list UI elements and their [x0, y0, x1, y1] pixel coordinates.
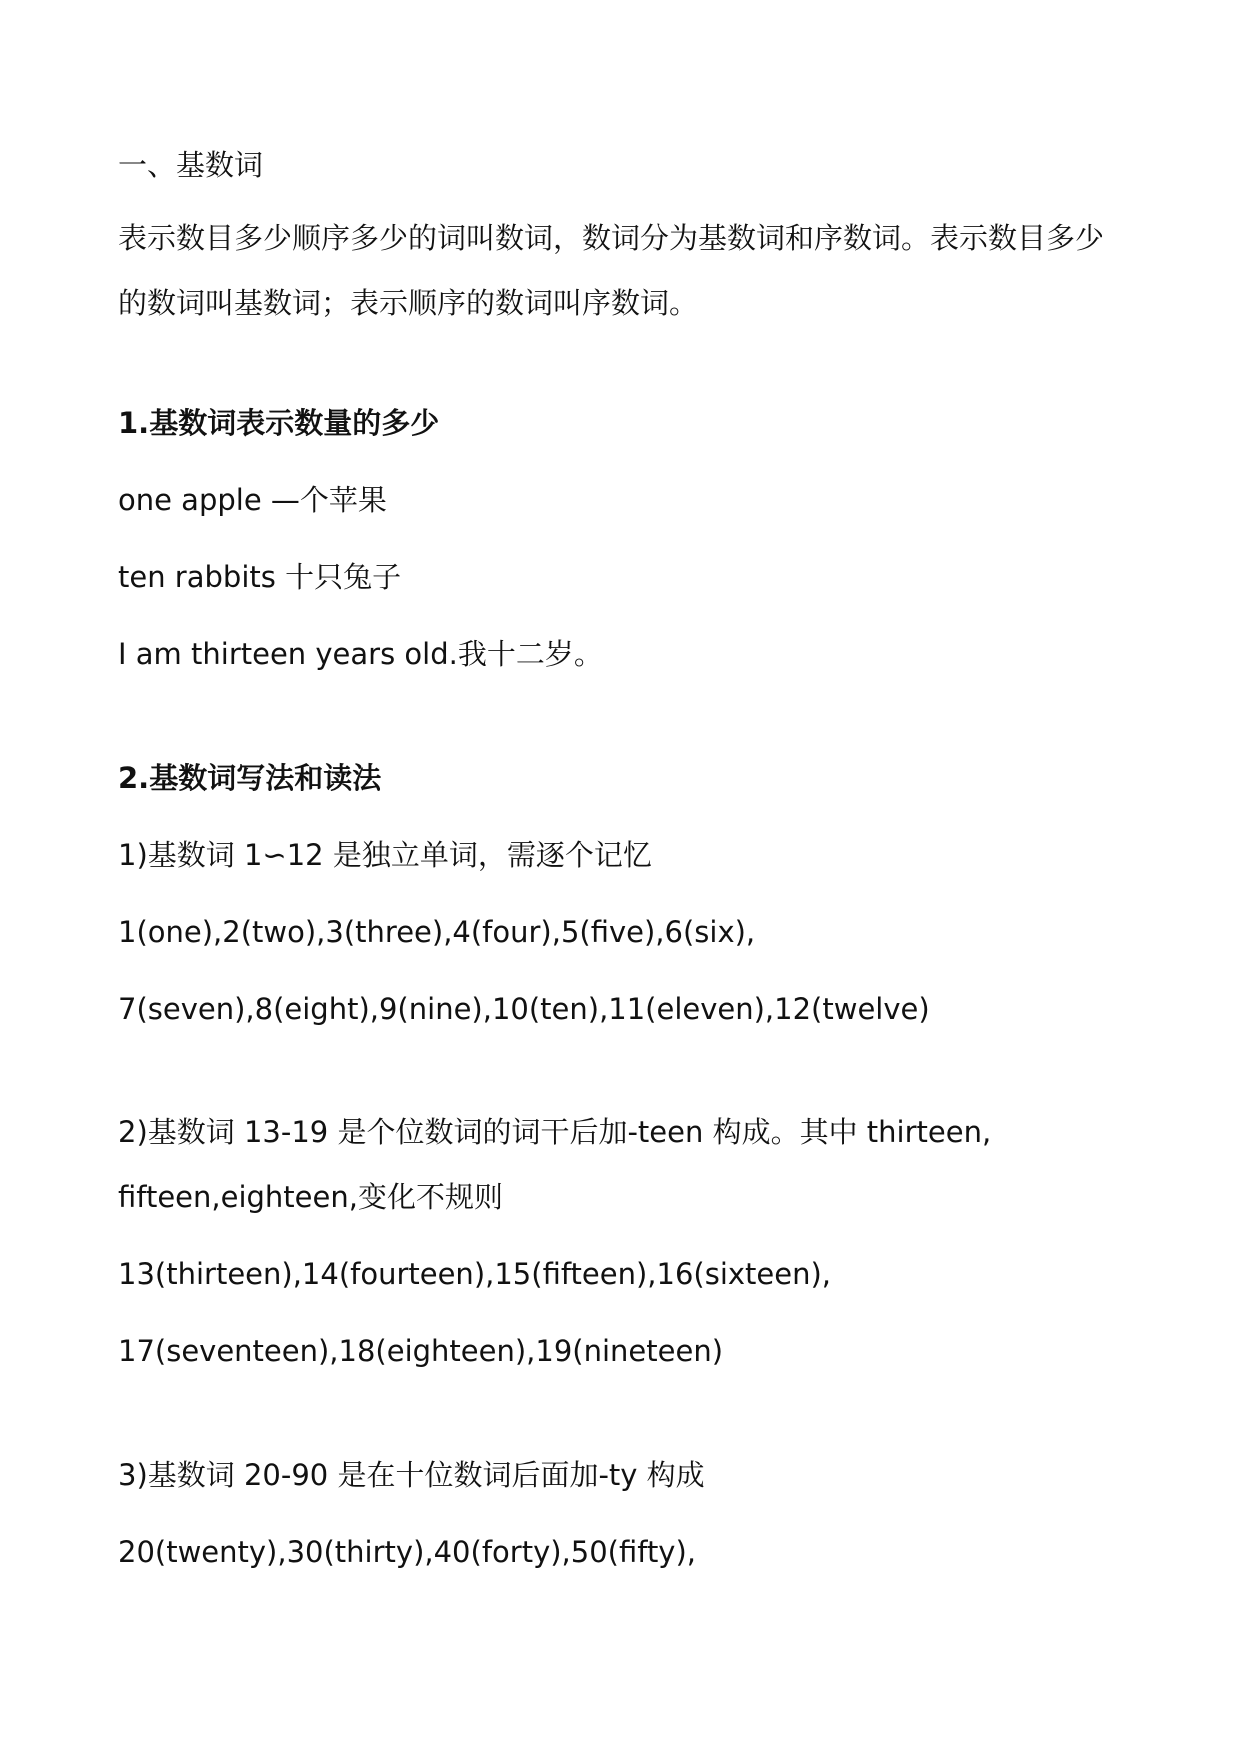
rule-2-numbers-line-2: 17(seventeen),18(eighteen),19(nineteen): [118, 1334, 724, 1368]
rule-3-numbers-line-1: 20(twenty),30(thirty),40(forty),50(fifty),: [118, 1535, 697, 1569]
rule-2-title-line-2: fifteen,eighteen,变化不规则: [118, 1180, 503, 1214]
subsection-2-heading: 2.基数词写法和读法: [118, 761, 382, 795]
intro-line-2: 的数词叫基数词；表示顺序的数词叫序数词。: [118, 286, 699, 320]
intro-line-1: 表示数目多少顺序多少的词叫数词，数词分为基数词和序数词。表示数目多少: [118, 221, 1105, 255]
example-line: I am thirteen years old.我十二岁。: [118, 637, 603, 671]
rule-1-title: 1)基数词 1∽12 是独立单词，需逐个记忆: [118, 838, 652, 872]
rule-1-numbers-line-2: 7(seven),8(eight),9(nine),10(ten),11(eleven),12(twelve): [118, 992, 930, 1026]
example-line: one apple —个苹果: [118, 483, 387, 517]
subsection-1-heading: 1.基数词表示数量的多少: [118, 406, 440, 440]
rule-1-numbers-line-1: 1(one),2(two),3(three),4(four),5(five),6(six),: [118, 915, 756, 949]
rule-2-numbers-line-1: 13(thirteen),14(fourteen),15(fifteen),16(sixteen),: [118, 1257, 832, 1291]
example-line: ten rabbits 十只兔子: [118, 560, 402, 594]
section-title: 一、基数词: [118, 148, 264, 182]
rule-2-title-line-1: 2)基数词 13-19 是个位数词的词干后加-teen 构成。其中 thirteen,: [118, 1115, 992, 1149]
rule-3-title: 3)基数词 20-90 是在十位数词后面加-ty 构成: [118, 1458, 705, 1492]
